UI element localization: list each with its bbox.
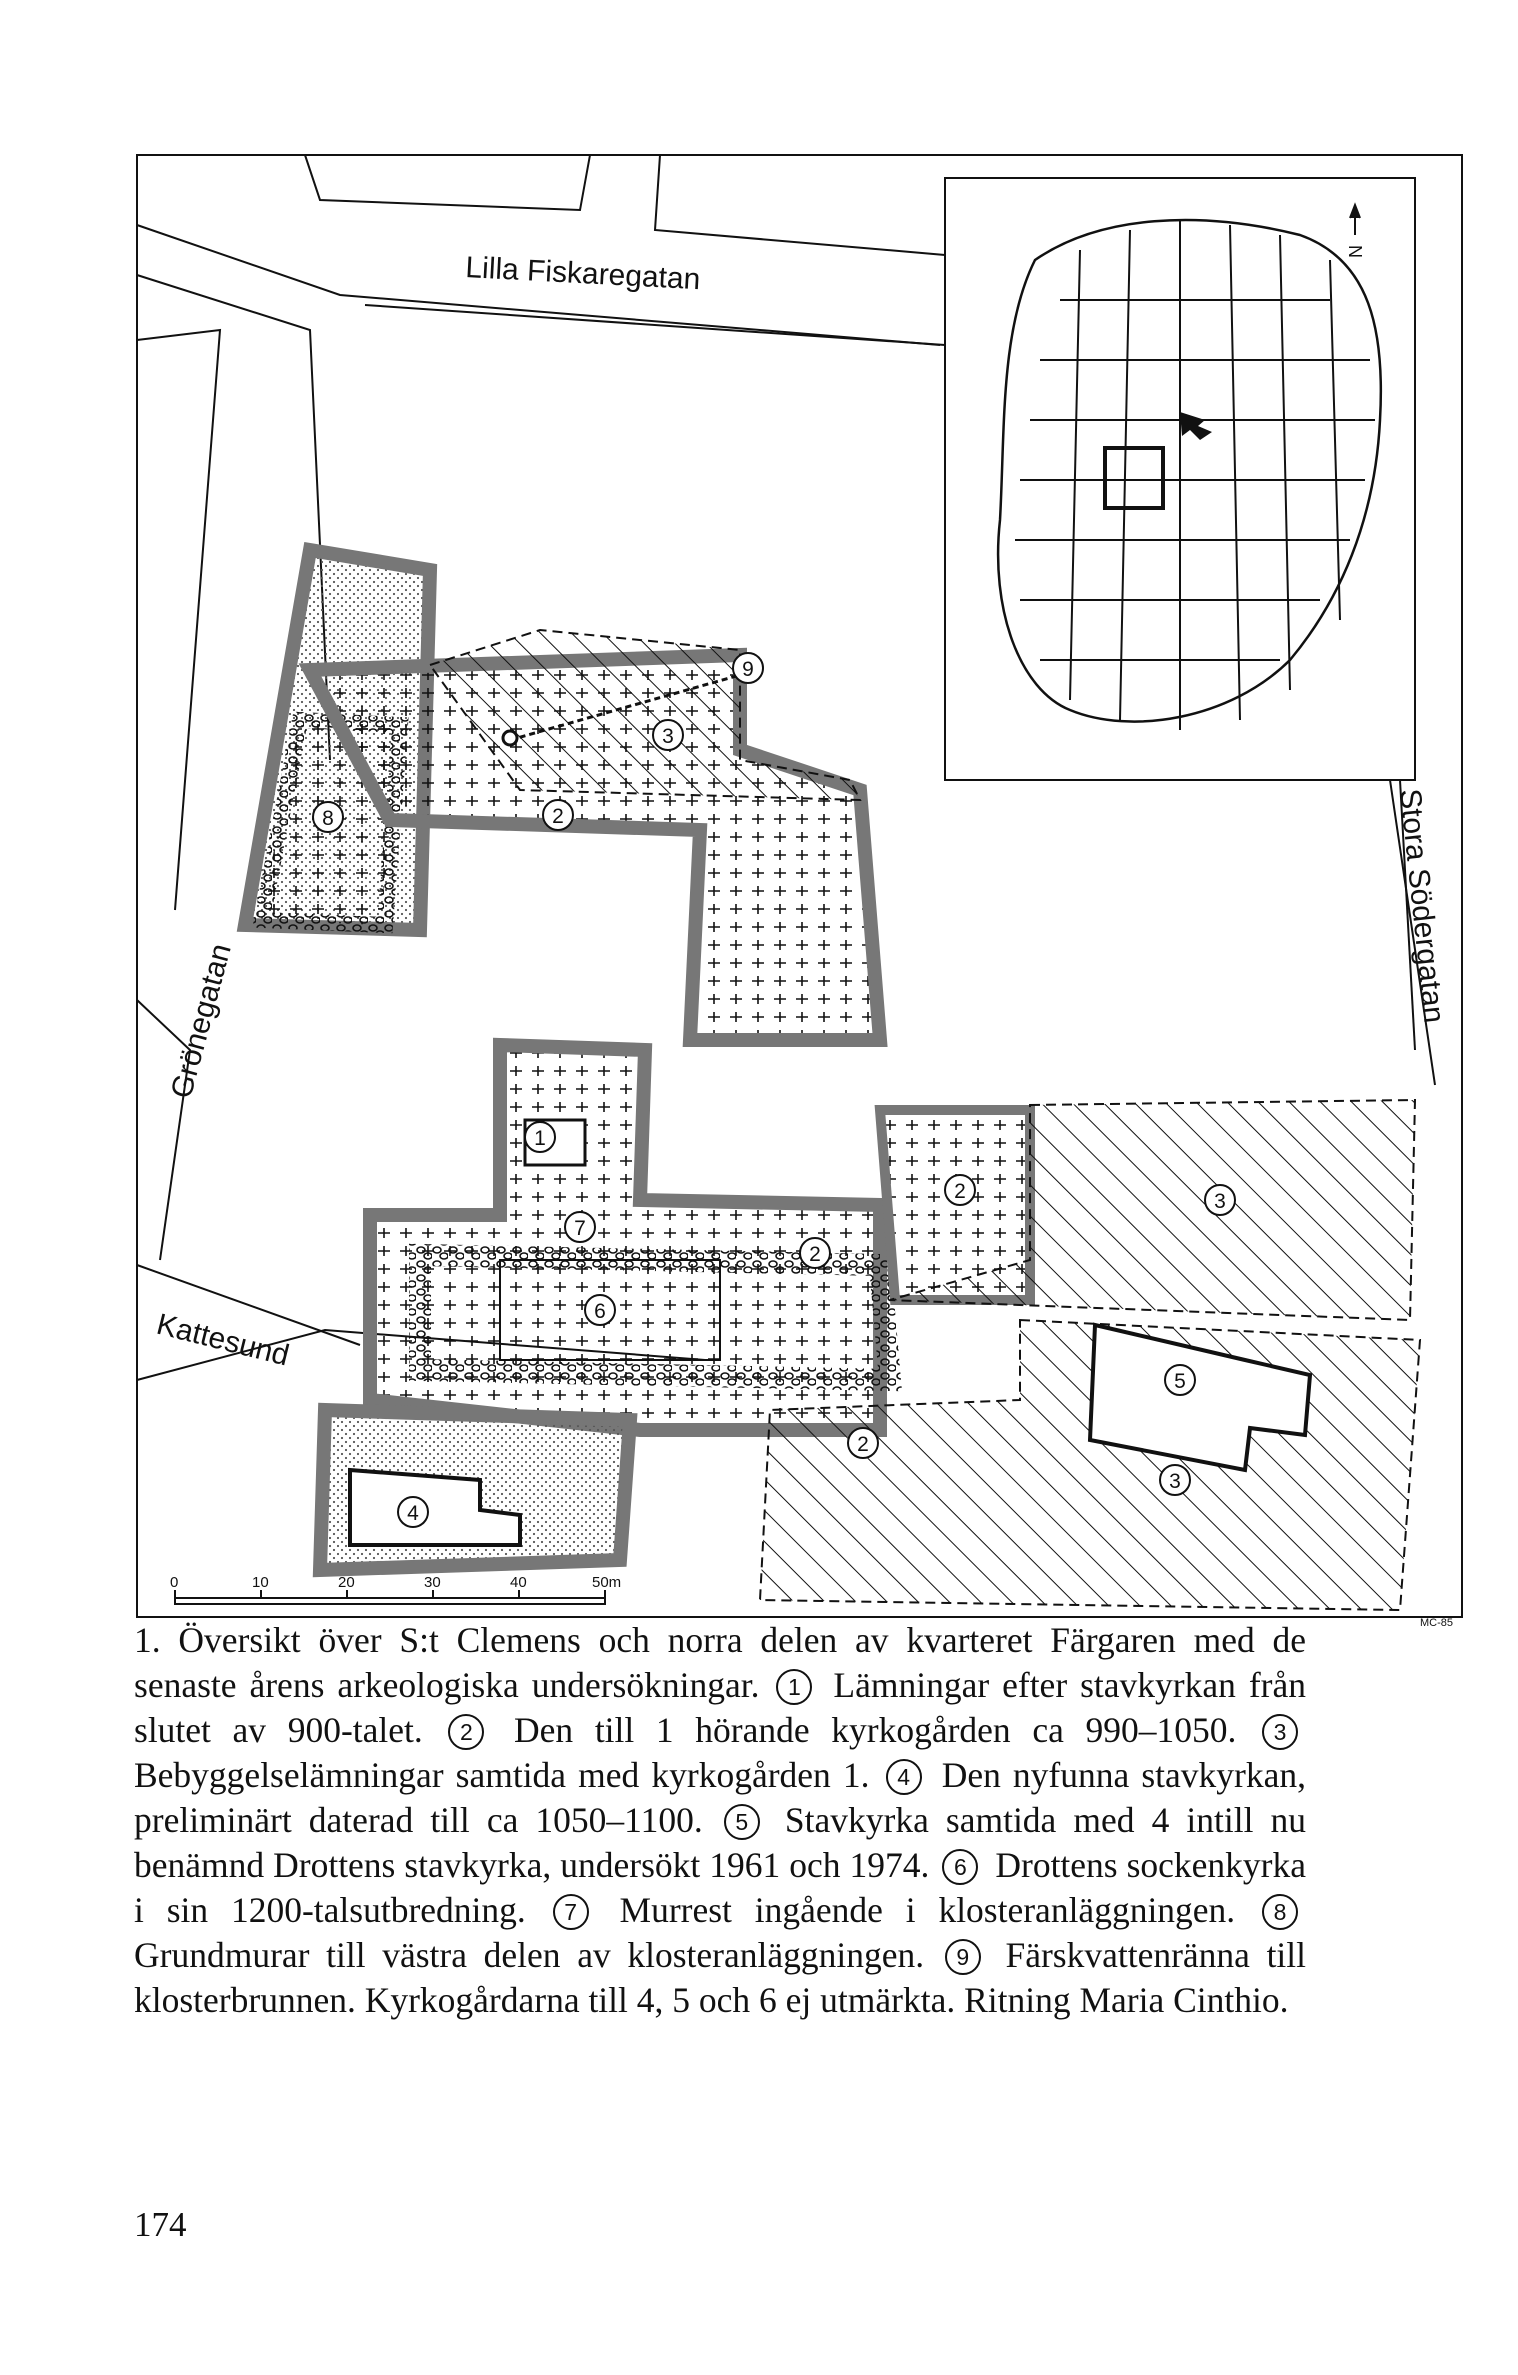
marker-2-central <box>800 1238 830 1268</box>
north-label: N <box>1345 245 1365 258</box>
marker-2-south <box>848 1428 878 1458</box>
scale-tick-20: 20 <box>338 1574 355 1591</box>
caption-number-2: 2 <box>448 1714 484 1750</box>
caption-segment-2: Den till 1 hörande kyrkogården ca 990–1050. <box>514 1710 1237 1750</box>
caption-number-5: 5 <box>724 1804 760 1840</box>
caption-segment-1: Lämningar efter stavkyrkan från slutet av 900-talet. <box>134 1665 1306 1750</box>
svg-text:4: 4 <box>407 1502 419 1525</box>
caption-number-4: 4 <box>886 1759 922 1795</box>
drafter-mark: MC-85 <box>1420 1617 1454 1629</box>
svg-text:7: 7 <box>574 1217 586 1240</box>
caption-segment-6: Drottens sockenkyrka i sin 1200-talsutbredning. <box>134 1845 1307 1930</box>
caption-number-7: 7 <box>553 1894 589 1930</box>
caption-segment-0: 1. Översikt över S:t Clemens och norra delen av kvarteret Färgaren med de senaste årens arkeologiska undersökningar. <box>134 1620 1306 1705</box>
caption-segment-5: Stavkyrka samtida med 4 intill nu benämnd Drottens stavkyrka, undersökt 1961 och 1974. <box>134 1800 1307 1885</box>
marker-9 <box>733 653 763 683</box>
svg-text:9: 9 <box>742 658 754 681</box>
caption-number-9: 9 <box>945 1939 981 1975</box>
svg-text:3: 3 <box>1169 1470 1181 1493</box>
svg-text:1: 1 <box>534 1127 546 1150</box>
svg-text:6: 6 <box>594 1300 606 1323</box>
svg-text:2: 2 <box>552 805 564 828</box>
caption-segment-9: Färskvattenränna till klosterbrunnen. Kyrkogårdarna till 4, 5 och 6 ej utmärkta. Ritning Maria Cinthio. <box>134 1935 1307 2020</box>
marker-3-north <box>653 720 683 750</box>
marker-3-south <box>1160 1465 1190 1495</box>
caption-segment-7: Murrest ingående i klosteranläggningen. <box>619 1890 1236 1930</box>
inset-city-map <box>945 178 1415 780</box>
svg-text:3: 3 <box>1214 1190 1226 1213</box>
caption-number-1: 1 <box>776 1669 812 1705</box>
marker-2-north <box>543 800 573 830</box>
street-kattesund: Kattesund <box>153 1307 293 1373</box>
scale-tick-30: 30 <box>424 1574 441 1591</box>
svg-text:5: 5 <box>1174 1370 1186 1393</box>
marker-7 <box>565 1212 595 1242</box>
marker-4 <box>398 1497 428 1527</box>
svg-text:8: 8 <box>322 807 334 830</box>
svg-text:2: 2 <box>857 1433 869 1456</box>
scale-tick-10: 10 <box>252 1574 269 1591</box>
marker-5 <box>1165 1365 1195 1395</box>
caption-number-8: 8 <box>1262 1894 1298 1930</box>
marker-2-east <box>945 1175 975 1205</box>
scale-bar <box>170 1574 621 1604</box>
street-lilla-fiskaregatan: Lilla Fiskaregatan <box>464 251 702 297</box>
page-number: 174 <box>134 2205 187 2244</box>
marker-3-east <box>1205 1185 1235 1215</box>
scale-tick-40: 40 <box>510 1574 527 1591</box>
svg-text:2: 2 <box>809 1243 821 1266</box>
figure-caption <box>134 1618 1306 2023</box>
marker-6 <box>585 1295 615 1325</box>
svg-text:2: 2 <box>954 1180 966 1203</box>
marker-1 <box>525 1122 555 1152</box>
caption-segment-8: Grundmurar till västra delen av klosteranläggningen. <box>134 1935 925 1975</box>
marker-8 <box>313 802 343 832</box>
area-4-new-stave-church <box>320 1410 630 1570</box>
svg-text:3: 3 <box>662 725 674 748</box>
scale-tick-0: 0 <box>170 1574 179 1591</box>
caption-number-6: 6 <box>942 1849 978 1885</box>
street-stora-sodergatan: Stora Södergatan <box>1393 787 1451 1025</box>
street-gronegatan: Grönegatan <box>164 940 238 1102</box>
scale-tick-50m: 50m <box>592 1574 622 1591</box>
caption-segment-3: Bebyggelselämningar samtida med kyrkogården 1. <box>134 1755 870 1795</box>
caption-number-3: 3 <box>1262 1714 1298 1750</box>
caption-segment-4: Den nyfunna stavkyrkan, preliminärt daterad till ca 1050–1100. <box>134 1755 1306 1840</box>
